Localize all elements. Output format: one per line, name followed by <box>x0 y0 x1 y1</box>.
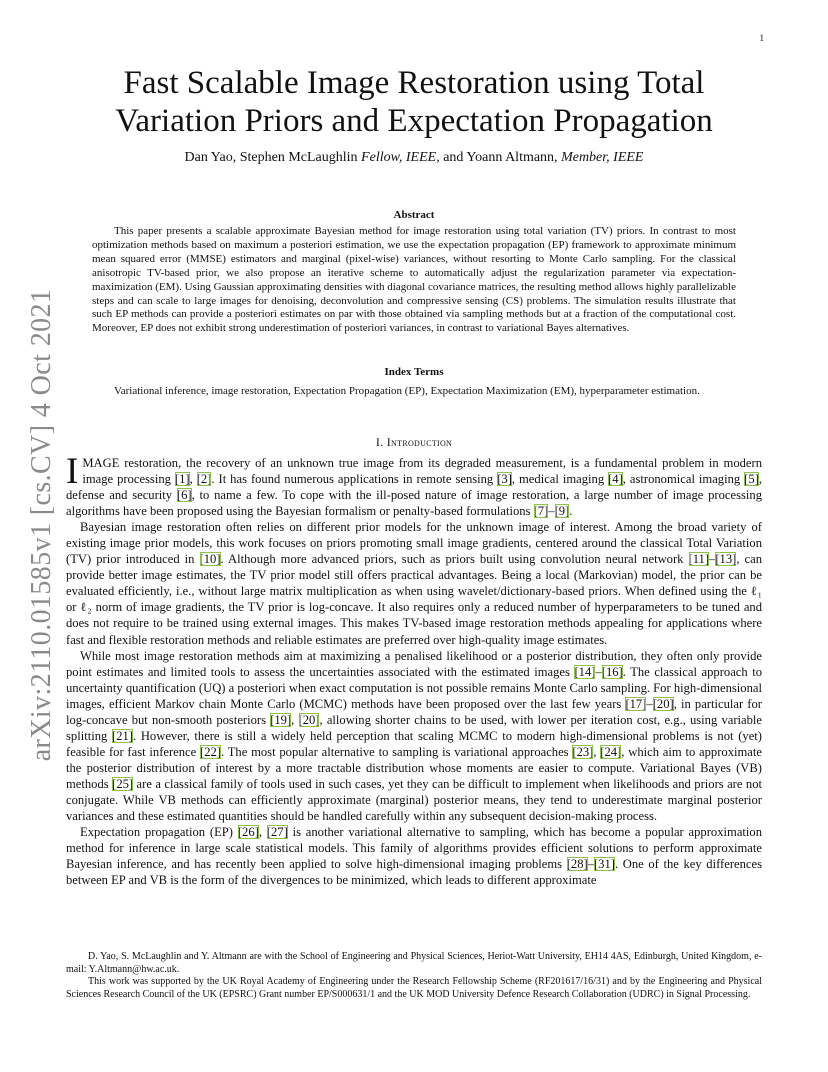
citation-link[interactable]: [7] <box>533 504 549 519</box>
citation-link[interactable]: [19] <box>270 712 292 727</box>
text-run: , in particular for log-concave but non-smooth posteriors <box>66 696 762 727</box>
citation-link[interactable]: [22] <box>200 744 222 759</box>
text-run: MAGE restoration, the recovery of an unknown true image from its degraded measurement, is a fundamental problem in modern image processing <box>82 456 762 487</box>
intro-paragraph-4 <box>66 824 762 888</box>
citation-link[interactable]: [16] <box>601 664 623 679</box>
text-run: – <box>595 664 602 679</box>
section-heading-introduction <box>66 435 762 450</box>
text-run: , <box>593 744 601 759</box>
citation-link[interactable]: [26] <box>237 825 259 840</box>
text-run: . The most popular alternative to sampling is variational approaches <box>221 744 573 759</box>
citation-link[interactable]: [21] <box>112 728 133 743</box>
section-number: I. <box>375 435 387 449</box>
text-run: , <box>189 472 197 487</box>
text-run: . Although more advanced priors, such as priors built using convolution neural network <box>220 552 689 567</box>
text-run: – <box>587 857 594 872</box>
text-run: , astronomical imaging <box>622 472 745 487</box>
page-number: 1 <box>759 33 764 43</box>
text-run: . However, there is still a widely held perception that scaling MCMC to modern high-dimensional problems is not (yet) feasible for fast inference <box>66 728 762 759</box>
text-run: Expectation propagation (EP) <box>80 825 238 840</box>
intro-paragraph-3 <box>66 648 762 825</box>
citation-link[interactable]: [17] <box>625 696 647 711</box>
citation-link[interactable]: [6] <box>176 488 192 503</box>
text-run: , can provide better image estimates, the TV prior model still offers practical advantages. Being a local (Markovian) model, the prior can be evaluated efficiently, i.e., without large matrix multiplication as when using wavelet/dictionary-based priors. When defined using the ℓ₁ or ℓ₂ norm of image gradients, the TV prior is log-concave. It also requires only a reduced number of hyperparameters to be tuned and does not require to be trained using external images. This makes TV-based image restoration methods appealing for applications where fast and flexible restoration methods and reliable estimates are preferred over high-quality image estimates. <box>66 552 762 647</box>
text-run: , which aim to approximate the posterior distribution of interest by a more tractable distribution whose moments are easier to compute. Variational Bayes (VB) methods <box>66 744 762 791</box>
author-role-2: Member, IEEE <box>561 150 644 165</box>
text-run: . <box>569 504 573 519</box>
citation-link[interactable]: [10] <box>199 552 221 567</box>
drop-cap: I <box>66 451 79 492</box>
text-run: , defense and security <box>66 472 763 503</box>
citation-link[interactable]: [23] <box>572 744 594 759</box>
author-role-1: Fellow, IEEE, <box>361 150 440 165</box>
citation-link[interactable]: [14] <box>574 664 596 679</box>
text-run: , allowing shorter chains to be used, with lower per iteration cost, e.g., using variable splitting <box>66 712 762 743</box>
introduction-body <box>66 451 763 888</box>
citation-link[interactable]: [20] <box>298 712 320 727</box>
intro-paragraph-2 <box>66 519 762 647</box>
text-run: . The classical approach to uncertainty quantification (UQ) a posteriori when exact computation is not possible remains Monte Carlo sampling. For high-dimensional images, efficient Markov chain Monte Carlo (MCMC) methods have been proposed over the last few years <box>66 664 763 711</box>
author-line <box>66 149 762 166</box>
footnotes <box>66 951 762 1001</box>
citation-link[interactable]: [31] <box>593 857 615 872</box>
citation-link[interactable]: [20] <box>652 696 674 711</box>
index-terms-heading: Index Terms <box>384 366 444 378</box>
text-run: is another variational alternative to sampling, which has become a popular approximation method for inference in large scale statistical models. This family of algorithms provides efficient solutions to perform approximate Bayesian inference, and has recently been applied to solve high-dimensional imaging problems <box>66 825 762 872</box>
citation-link[interactable]: [1] <box>174 472 190 487</box>
citation-link[interactable]: [27] <box>266 825 288 840</box>
citation-link[interactable]: [4] <box>608 472 623 487</box>
paper-title <box>66 64 762 140</box>
text-run: – <box>548 504 555 519</box>
section-name: Introduction <box>386 435 453 449</box>
author-names-2: and Yoann Altmann, <box>439 150 562 165</box>
intro-paragraph-1 <box>66 451 763 519</box>
abstract-heading: Abstract <box>393 209 435 221</box>
citation-link[interactable]: [25] <box>112 776 134 791</box>
text-run: are a classical family of tools used in such cases, yet they can be difficult to implement when likelihoods and priors are not conjugate. While VB methods can efficiently approximate (marginal) posterior means, they tend to underestimate marginal posterior variances and these estimated quantities should be handled carefully within any subsequent decision-making process. <box>66 776 762 824</box>
citation-link[interactable]: [2] <box>196 472 212 487</box>
citation-link[interactable]: [5] <box>744 472 759 487</box>
citation-link[interactable]: [9] <box>554 504 570 519</box>
text-run: – <box>709 552 716 567</box>
citation-link[interactable]: [11] <box>688 552 710 567</box>
citation-link[interactable]: [28] <box>566 857 588 872</box>
text-run: , <box>258 825 267 840</box>
title-line-1: Fast Scalable Image Restoration using Total <box>123 65 705 101</box>
text-run: . It has found numerous applications in remote sensing <box>211 472 498 487</box>
author-names-1: Dan Yao, Stephen McLaughlin <box>184 150 362 165</box>
text-run: , to name a few. To cope with the ill-posed nature of image restoration, a large number of image processing algorithms have been proposed using the Bayesian formalism or penalty-based formulations <box>66 488 762 519</box>
text-run: While most image restoration methods aim at maximizing a penalised likelihood or a posterior distribution, they often only provide point estimates and limited tools to assess the uncertainties associated with the estimated images <box>66 648 762 679</box>
text-run: Bayesian image restoration often relies on different prior models for the unknown image of interest. Among the broad variety of existing image prior models, this work focuses on priors promoting small image gradients, centered around the classical Total Variation (TV) prior introduced in <box>66 520 762 567</box>
index-terms-text: Variational inference, image restoration, Expectation Propagation (EP), Expectation Maximization (EM), hyperparameter estimation. <box>114 385 700 397</box>
text-run: – <box>646 696 653 711</box>
citation-link[interactable]: [24] <box>600 744 622 759</box>
citation-link[interactable]: [3] <box>497 472 512 487</box>
footnote-funding: This work was supported by the UK Royal Academy of Engineering under the Research Fellowship Scheme (RF201617/16/31) and by the Engineering and Physical Sciences Research Council of the UK (EPSRC) Grant number EP/S000631/1 and the UK MOD University Defence Research Collaboration (UDRC) in Signal Processing. <box>66 976 762 1000</box>
text-run: , medical imaging <box>511 472 609 487</box>
abstract-text: This paper presents a scalable approximate Bayesian method for image restoration using total variation (TV) priors. In contrast to most optimization methods based on maximum a posteriori estimation, we use the expectation propagation (EP) framework to approximate minimum mean squared error (MMSE) estimators and marginal (pixel-wise) variances, without resorting to Monte Carlo sampling. For the classical anisotropic TV-based prior, we also propose an iterative scheme to automatically adjust the regularization parameter via expectation-maximization (EM). Using Gaussian approximating densities with diagonal covariance matrices, the resulting method allows highly parallelizable steps and can scale to large images for denoising, deconvolution and compressive sensing (CS) problems. The simulation results illustrate that such EP methods can provide a posteriori estimates on par with those obtained via sampling methods but at a fraction of the computational cost. Moreover, EP does not exhibit strong underestimation of posteriori variances, in contrast to variational Bayes alternatives. <box>92 225 736 335</box>
title-line-2: Variation Priors and Expectation Propagation <box>115 103 713 139</box>
text-run: , <box>291 712 299 727</box>
arxiv-identifier: arXiv:2110.01585v1 [cs.CV] 4 Oct 2021 <box>26 288 57 762</box>
footnote-affiliation: D. Yao, S. McLaughlin and Y. Altmann are with the School of Engineering and Physical Sciences, Heriot-Watt University, EH14 4AS, Edinburgh, United Kingdom, e-mail: Y.Altmann@hw.ac.uk. <box>66 951 762 975</box>
text-run: . One of the key differences between EP and VB is the form of the divergences to be minimized, which leads to different approximate <box>66 857 762 888</box>
citation-link[interactable]: [13] <box>715 552 737 567</box>
